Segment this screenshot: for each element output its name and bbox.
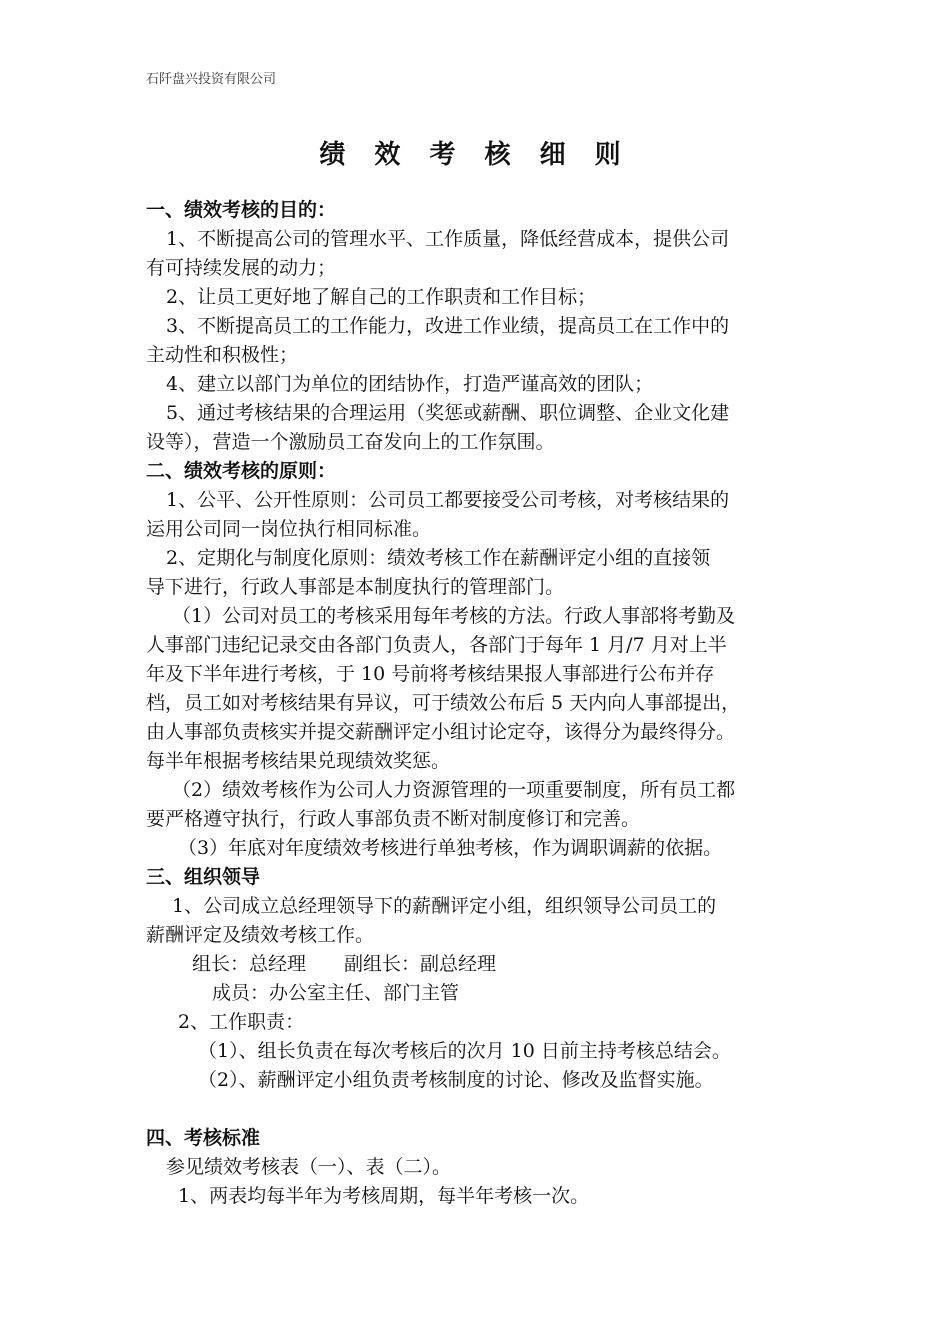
paragraph-line: 1、两表均每半年为考核周期，每半年考核一次。: [178, 1185, 590, 1207]
section-heading-standards: 四、考核标准: [146, 1127, 261, 1149]
paragraph-line: 设等），营造一个激励员工奋发向上的工作氛围。: [146, 431, 555, 453]
section-heading-purpose: 一、绩效考核的目的：: [146, 199, 337, 221]
team-members-line: 成员：办公室主任、部门主管: [212, 982, 460, 1004]
paragraph-line: （2）、薪酬评定小组负责考核制度的讨论、修改及监督实施。: [198, 1069, 714, 1091]
paragraph-line: （1）公司对员工的考核采用每年考核的方法。行政人事部将考勤及: [172, 605, 736, 627]
paragraph-line: （1）、组长负责在每次考核后的次月 10 日前主持考核总结会。: [198, 1040, 731, 1062]
document-body: [146, 196, 818, 1211]
paragraph-line: 人事部门违纪记录交由各部门负责人，各部门于每年 1 月/7 月对上半: [146, 634, 727, 656]
paragraph-line: 3、不断提高员工的工作能力，改进工作业绩，提高员工在工作中的: [166, 315, 730, 337]
section-heading-principles: 二、绩效考核的原则：: [146, 460, 337, 482]
paragraph-line: 1、公司成立总经理领导下的薪酬评定小组，组织领导公司员工的: [172, 895, 717, 917]
paragraph-line: 4、建立以部门为单位的团结协作，打造严谨高效的团队；: [166, 373, 654, 395]
paragraph-line: 参见绩效考核表（一）、表（二）。: [166, 1156, 452, 1178]
paragraph-line: （3）年底对年度绩效考核进行单独考核，作为调职调薪的依据。: [178, 837, 723, 859]
paragraph-line: 档，员工如对考核结果有异议，可于绩效公布后 5 天内向人事部提出，: [146, 692, 741, 714]
paragraph-line: 2、定期化与制度化原则：绩效考核工作在薪酬评定小组的直接领: [166, 547, 711, 569]
paragraph-line: 5、通过考核结果的合理运用（奖惩或薪酬、职位调整、企业文化建: [166, 402, 730, 424]
team-leader-line: 组长：总经理 副组长：副总经理: [192, 953, 497, 975]
paragraph-line: （2）绩效考核作为公司人力资源管理的一项重要制度，所有员工都: [172, 779, 736, 801]
paragraph-line: 运用公司同一岗位执行相同标准。: [146, 518, 432, 540]
paragraph-line: 要严格遵守执行，行政人事部负责不断对制度修订和完善。: [146, 808, 641, 830]
paragraph-line: 有可持续发展的动力；: [146, 257, 337, 279]
paragraph-line: 导下进行，行政人事部是本制度执行的管理部门。: [146, 576, 565, 598]
blank-line: [146, 1095, 818, 1124]
paragraph-line: 薪酬评定及绩效考核工作。: [146, 924, 375, 946]
paragraph-line: 由人事部负责核实并提交薪酬评定小组讨论定夺，该得分为最终得分。: [146, 721, 736, 743]
section-heading-leadership: 三、组织领导: [146, 866, 261, 888]
paragraph-line: 年及下半年进行考核，于 10 号前将考核结果报人事部进行公布并存: [146, 663, 715, 685]
document-title: 绩 效 考 核 细 则: [319, 140, 631, 170]
paragraph-line: 主动性和积极性；: [146, 344, 299, 366]
paragraph-line: 2、让员工更好地了解自己的工作职责和工作目标；: [166, 286, 597, 308]
paragraph-line: 1、不断提高公司的管理水平、工作质量，降低经营成本，提供公司: [166, 228, 730, 250]
paragraph-line: 1、公平、公开性原则：公司员工都要接受公司考核，对考核结果的: [166, 489, 730, 511]
page-header-company: 石阡盘兴投资有限公司: [146, 72, 277, 87]
paragraph-line: 每半年根据考核结果兑现绩效奖惩。: [146, 750, 451, 772]
paragraph-line: 2、工作职责：: [178, 1011, 305, 1033]
